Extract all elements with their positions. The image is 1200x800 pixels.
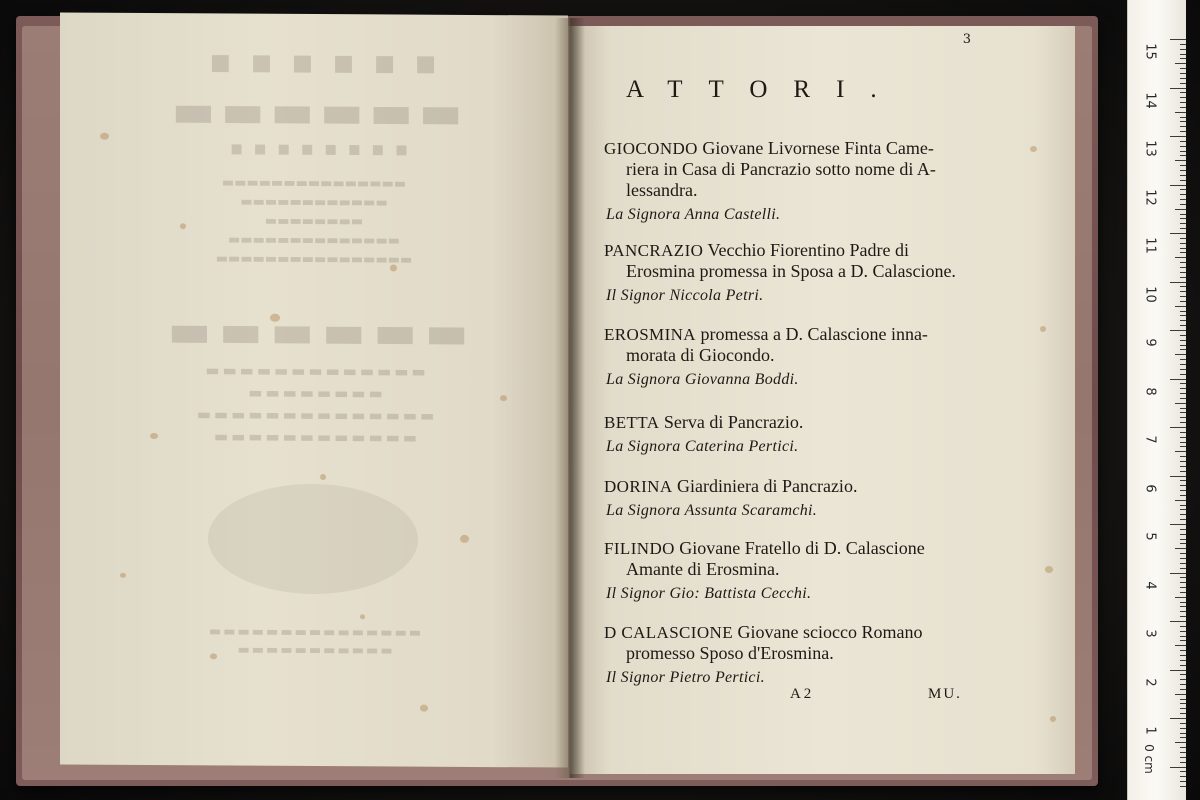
character-description xyxy=(604,138,1024,201)
ruler-tick xyxy=(1170,573,1186,574)
ruler-tick xyxy=(1175,354,1186,355)
ruler-tick xyxy=(1180,102,1186,103)
ruler-tick xyxy=(1180,713,1186,714)
ruler-tick xyxy=(1180,456,1186,457)
ruler-tick xyxy=(1180,121,1186,122)
ruler-tick xyxy=(1180,383,1186,384)
ruler-tick xyxy=(1180,141,1186,142)
ruler-tick xyxy=(1180,563,1186,564)
page-heading: ATTORI. xyxy=(626,76,903,103)
ruler-tick xyxy=(1180,189,1186,190)
ruler-tick xyxy=(1180,602,1186,603)
ruler-number: 15 xyxy=(1142,43,1158,60)
ruler-tick xyxy=(1180,582,1186,583)
cast-entry xyxy=(604,138,1024,225)
ruler-tick xyxy=(1180,393,1186,394)
ruler-tick xyxy=(1180,194,1186,195)
ruler-tick xyxy=(1180,412,1186,413)
ruler-number: 11 xyxy=(1142,237,1158,254)
ruler-tick xyxy=(1180,689,1186,690)
ruler-tick xyxy=(1180,44,1186,45)
ruler-tick xyxy=(1180,771,1186,772)
ruler-tick xyxy=(1180,180,1186,181)
cast-entry xyxy=(604,412,1024,457)
ruler-tick xyxy=(1175,500,1186,501)
cast-entry xyxy=(604,324,1024,390)
ruler-tick xyxy=(1180,655,1186,656)
ruler-tick xyxy=(1180,92,1186,93)
ruler-tick xyxy=(1180,471,1186,472)
ruler-tick xyxy=(1180,728,1186,729)
ruler-tick xyxy=(1180,170,1186,171)
ruler-number: 1 xyxy=(1142,726,1158,735)
ruler-number: 2 xyxy=(1142,677,1158,687)
ruler-tick xyxy=(1180,325,1186,326)
ruler-tick xyxy=(1180,320,1186,321)
role-continuation: riera in Casa di Pancrazio sotto nome di A- xyxy=(626,159,936,179)
ruler-tick xyxy=(1180,587,1186,588)
ruler-tick xyxy=(1180,466,1186,467)
ruler-tick xyxy=(1170,718,1186,719)
ruler-tick xyxy=(1170,282,1186,283)
character-description xyxy=(604,622,1024,664)
role-continuation: Amante di Erosmina. xyxy=(626,559,780,579)
ruler-tick xyxy=(1180,218,1186,219)
ruler-tick xyxy=(1180,752,1186,753)
role-continuation: morata di Giocondo. xyxy=(626,345,775,365)
ruler-tick xyxy=(1175,257,1186,258)
cast-entry xyxy=(604,538,1024,604)
ruler-tick xyxy=(1180,776,1186,777)
role-continuation: promesso Sposo d'Erosmina. xyxy=(626,643,834,663)
actor-name: La Signora Assunta Scaramchi. xyxy=(606,502,818,519)
ruler-tick xyxy=(1175,209,1186,210)
ruler-tick xyxy=(1170,88,1186,89)
ruler-tick xyxy=(1180,291,1186,292)
ruler-tick xyxy=(1180,301,1186,302)
ruler-tick xyxy=(1180,296,1186,297)
character-description xyxy=(604,538,1024,580)
ruler-tick xyxy=(1180,539,1186,540)
ruler-tick xyxy=(1180,359,1186,360)
ruler-tick xyxy=(1175,694,1186,695)
catchword: MU. xyxy=(928,686,962,702)
role-text: Giovane Livornese Finta Came- xyxy=(702,138,934,158)
ruler-tick xyxy=(1180,577,1186,578)
ruler-tick xyxy=(1180,335,1186,336)
ruler-tick xyxy=(1180,83,1186,84)
ruler-tick xyxy=(1180,611,1186,612)
ruler-tick xyxy=(1180,781,1186,782)
ruler-tick xyxy=(1180,49,1186,50)
ruler-tick xyxy=(1180,437,1186,438)
ruler-tick xyxy=(1180,568,1186,569)
ruler-tick xyxy=(1180,703,1186,704)
ruler-tick xyxy=(1180,558,1186,559)
ruler-tick xyxy=(1180,340,1186,341)
ruler-tick xyxy=(1180,151,1186,152)
role-text: Giovane sciocco Romano xyxy=(737,622,923,642)
ruler-tick xyxy=(1180,733,1186,734)
character-description xyxy=(604,240,1024,282)
ruler-tick xyxy=(1180,398,1186,399)
ruler-tick xyxy=(1180,505,1186,506)
ruler-tick xyxy=(1180,723,1186,724)
ruler-tick xyxy=(1170,330,1186,331)
actor-name: Il Signor Pietro Pertici. xyxy=(606,669,765,686)
ruler-tick xyxy=(1180,408,1186,409)
ruler-tick xyxy=(1180,757,1186,758)
character-description xyxy=(604,412,1024,433)
show-through-title-page: ▪▪▪▪▪▪ ▬▬▬▬▬▬ ▪▪▪▪▪▪▪▪ ▬▬▬▬▬▬▬▬▬▬▬▬▬▬▬ ▬▬▬▬▬▬▬▬▬▬▬▬ ▬▬▬▬▬▬▬▬ ▬▬▬▬▬▬▬▬▬▬▬▬▬▬ ▬▬▬▬▬▬▬▬▬▬▬▬▬▬▬▬ ▬▬▬▬▬▬ ▬▬▬▬▬▬▬▬▬▬▬▬▬ ▬▬▬▬▬▬▬▬ ▬▬▬▬▬▬▬▬▬▬▬▬▬▬ ▬▬▬▬▬▬▬▬▬▬▬▬ ▬▬▬▬▬▬▬▬▬▬▬▬▬▬▬ ▬▬▬▬▬▬▬▬▬▬▬ xyxy=(159,41,469,659)
ruler-number: 12 xyxy=(1142,188,1158,206)
actor-name: Il Signor Niccola Petri. xyxy=(606,287,764,304)
ruler-tick xyxy=(1180,737,1186,738)
character-name: EROSMINA xyxy=(604,325,696,344)
character-name: FILINDO xyxy=(604,539,675,558)
ruler-tick xyxy=(1180,68,1186,69)
ruler-number: 7 xyxy=(1142,435,1158,444)
ruler-tick xyxy=(1170,379,1186,380)
ruler-tick xyxy=(1180,684,1186,685)
ruler-unit-label: 0 cm xyxy=(1141,744,1156,774)
character-name: BETTA xyxy=(604,413,660,432)
ruler-tick xyxy=(1175,63,1186,64)
left-page xyxy=(60,12,568,767)
actor-name: La Signora Anna Castelli. xyxy=(606,206,781,223)
ruler-tick xyxy=(1180,616,1186,617)
ruler-tick xyxy=(1180,286,1186,287)
ruler-number: 8 xyxy=(1142,386,1158,396)
ruler-tick xyxy=(1180,311,1186,312)
ruler-number: 4 xyxy=(1142,580,1158,590)
ruler-tick xyxy=(1180,388,1186,389)
actor-name: La Signora Caterina Pertici. xyxy=(606,438,799,455)
ruler-tick xyxy=(1170,185,1186,186)
ruler-tick xyxy=(1180,606,1186,607)
ruler-tick xyxy=(1170,621,1186,622)
ruler-tick xyxy=(1180,204,1186,205)
ruler-tick xyxy=(1180,762,1186,763)
measuring-ruler xyxy=(1127,0,1186,800)
ruler-tick xyxy=(1180,199,1186,200)
ruler-tick xyxy=(1180,272,1186,273)
ruler-tick xyxy=(1180,509,1186,510)
ruler-tick xyxy=(1180,529,1186,530)
cast-entry xyxy=(604,622,1024,688)
ruler-tick xyxy=(1180,626,1186,627)
cast-entry xyxy=(604,476,1024,521)
ruler-tick xyxy=(1170,136,1186,137)
character-name: D CALASCIONE xyxy=(604,623,733,642)
role-text: promessa a D. Calascione inna- xyxy=(700,324,928,344)
role-continuation: lessandra. xyxy=(626,180,698,200)
role-text: Serva di Pancrazio. xyxy=(663,412,804,432)
ruler-tick xyxy=(1180,519,1186,520)
ruler-tick xyxy=(1180,374,1186,375)
ruler-tick xyxy=(1180,553,1186,554)
ruler-tick xyxy=(1180,223,1186,224)
ruler-tick xyxy=(1175,451,1186,452)
ruler-tick xyxy=(1180,442,1186,443)
printed-text xyxy=(570,26,1075,774)
ruler-tick xyxy=(1180,480,1186,481)
actor-name: La Signora Giovanna Boddi. xyxy=(606,371,799,388)
ruler-tick xyxy=(1180,117,1186,118)
ruler-tick xyxy=(1175,403,1186,404)
ruler-number: 3 xyxy=(1142,629,1158,638)
ruler-tick xyxy=(1180,674,1186,675)
ruler-number: 13 xyxy=(1142,140,1158,157)
ruler-tick xyxy=(1180,73,1186,74)
page-number: 3 xyxy=(962,32,971,47)
ruler-tick xyxy=(1180,786,1186,787)
ruler-tick xyxy=(1180,262,1186,263)
ruler-tick xyxy=(1175,160,1186,161)
ruler-tick xyxy=(1180,679,1186,680)
ruler-tick xyxy=(1180,417,1186,418)
ruler-tick xyxy=(1180,699,1186,700)
character-name: PANCRAZIO xyxy=(604,241,704,260)
ruler-tick xyxy=(1180,175,1186,176)
ruler-tick xyxy=(1180,534,1186,535)
ruler-tick xyxy=(1175,645,1186,646)
ruler-tick xyxy=(1180,58,1186,59)
ruler-tick xyxy=(1180,495,1186,496)
ruler-tick xyxy=(1170,39,1186,40)
ruler-tick xyxy=(1180,252,1186,253)
ruler-tick xyxy=(1180,349,1186,350)
ruler-tick xyxy=(1180,155,1186,156)
ruler-tick xyxy=(1180,660,1186,661)
ruler-tick xyxy=(1180,650,1186,651)
ruler-tick xyxy=(1180,131,1186,132)
ruler-tick xyxy=(1180,640,1186,641)
ruler-tick xyxy=(1180,146,1186,147)
character-description xyxy=(604,476,1024,497)
ruler-tick xyxy=(1180,126,1186,127)
ruler-tick xyxy=(1180,277,1186,278)
ruler-tick xyxy=(1180,78,1186,79)
ruler-tick xyxy=(1175,742,1186,743)
ruler-tick xyxy=(1170,427,1186,428)
ruler-tick xyxy=(1170,670,1186,671)
role-text: Giardiniera di Pancrazio. xyxy=(677,476,858,496)
ruler-tick xyxy=(1170,233,1186,234)
ruler-number: 14 xyxy=(1142,91,1158,109)
role-text: Giovane Fratello di D. Calascione xyxy=(679,538,925,558)
ruler-tick xyxy=(1180,97,1186,98)
ruler-tick xyxy=(1180,636,1186,637)
ruler-tick xyxy=(1180,432,1186,433)
ruler-tick xyxy=(1180,665,1186,666)
signature-mark: A 2 xyxy=(790,686,812,702)
ruler-tick xyxy=(1180,248,1186,249)
character-name: DORINA xyxy=(604,477,673,496)
ruler-number: 9 xyxy=(1142,338,1158,347)
ruler-tick xyxy=(1180,107,1186,108)
role-continuation: Erosmina promessa in Sposa a D. Calascione. xyxy=(626,261,956,281)
ruler-tick xyxy=(1170,476,1186,477)
role-text: Vecchio Fiorentino Padre di xyxy=(707,240,909,260)
ruler-tick xyxy=(1180,592,1186,593)
ruler-tick xyxy=(1180,747,1186,748)
ruler-number: 6 xyxy=(1142,483,1158,493)
character-name: GIOCONDO xyxy=(604,139,698,158)
ruler-number: 10 xyxy=(1142,285,1158,303)
book-gutter xyxy=(555,18,585,778)
ruler-number: 5 xyxy=(1142,532,1158,541)
ruler-tick xyxy=(1180,422,1186,423)
character-description xyxy=(604,324,1024,366)
ruler-tick xyxy=(1175,597,1186,598)
ruler-tick xyxy=(1180,708,1186,709)
ruler-tick xyxy=(1180,369,1186,370)
right-page xyxy=(570,26,1075,774)
ruler-tick xyxy=(1180,243,1186,244)
ruler-tick xyxy=(1180,461,1186,462)
ruler-tick xyxy=(1180,490,1186,491)
ruler-tick xyxy=(1180,543,1186,544)
ruler-tick xyxy=(1180,514,1186,515)
ruler-tick xyxy=(1180,631,1186,632)
ruler-tick xyxy=(1180,267,1186,268)
ruler-tick xyxy=(1180,485,1186,486)
ruler-tick xyxy=(1180,54,1186,55)
actor-name: Il Signor Gio: Battista Cecchi. xyxy=(606,585,812,602)
ruler-tick xyxy=(1180,214,1186,215)
cast-entry xyxy=(604,240,1024,306)
ruler-tick xyxy=(1180,364,1186,365)
ruler-tick xyxy=(1170,767,1186,768)
ruler-tick xyxy=(1175,306,1186,307)
ruler-tick xyxy=(1180,165,1186,166)
ruler-tick xyxy=(1180,238,1186,239)
ruler-tick xyxy=(1180,315,1186,316)
ruler-tick xyxy=(1180,345,1186,346)
ruler-tick xyxy=(1175,548,1186,549)
ruler-tick xyxy=(1180,228,1186,229)
ruler-tick xyxy=(1170,524,1186,525)
ruler-tick xyxy=(1180,446,1186,447)
ruler-tick xyxy=(1175,112,1186,113)
